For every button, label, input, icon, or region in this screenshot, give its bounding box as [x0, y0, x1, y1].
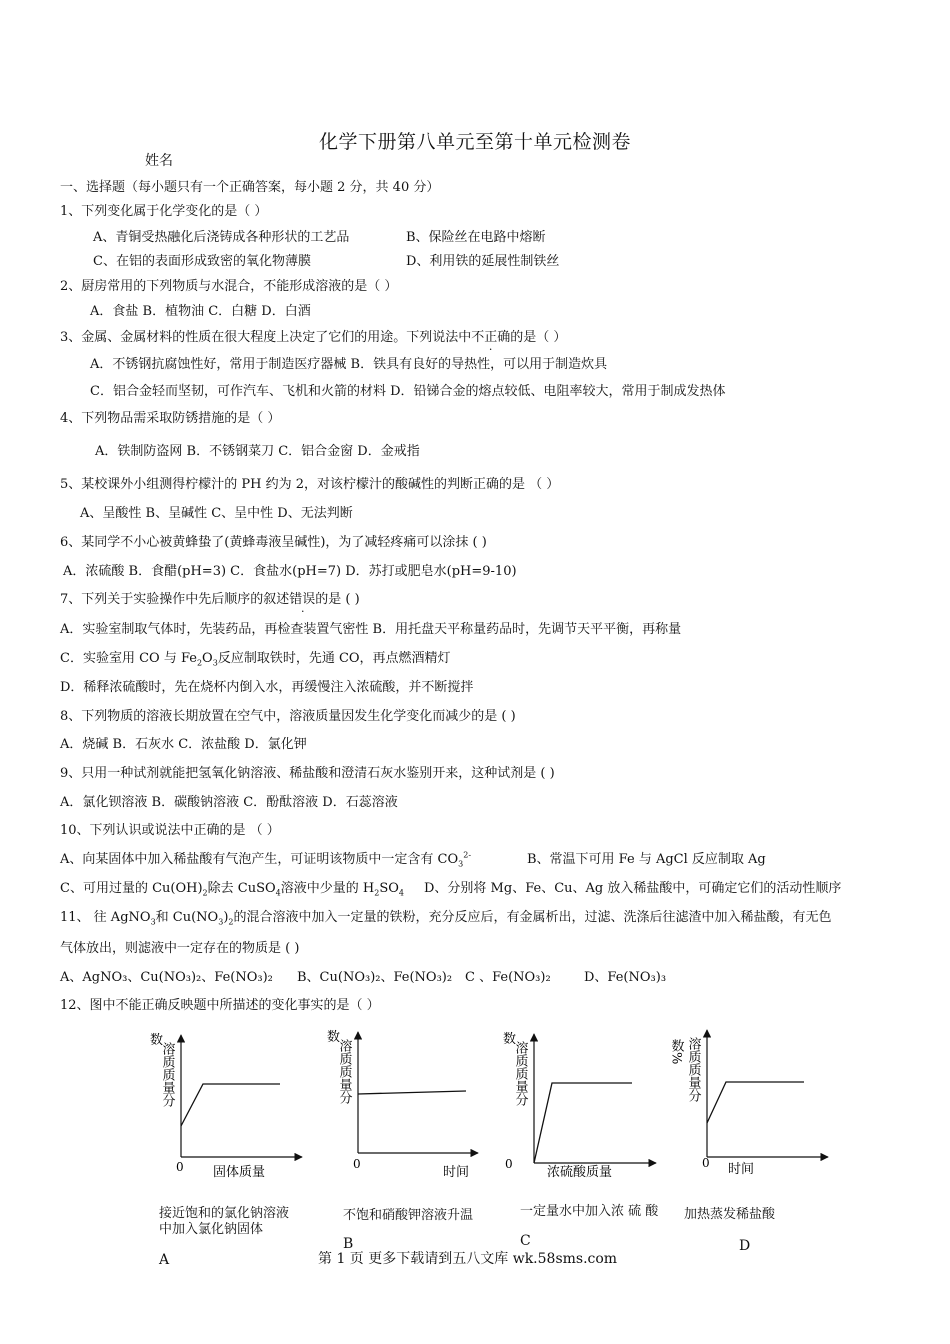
- q3-stem-post: 的是（ ）: [510, 330, 567, 345]
- graph-c-caption: 一定量水中加入浓 硫 酸: [520, 1204, 659, 1219]
- graph-d: [669, 1030, 829, 1177]
- q7-c-sub2: 3: [212, 658, 218, 668]
- q10-c-text1: C、可用过量的 Cu(OH): [60, 881, 203, 896]
- graph-d-ylabel: 溶质质量分: [685, 1037, 701, 1102]
- graph-c-curve: [534, 1083, 632, 1163]
- graph-b-letter: B: [343, 1236, 354, 1252]
- q11-l1-sub1: 3: [150, 917, 156, 927]
- q5-options: A、呈酸性 B、呈碱性 C、呈中性 D、无法判断: [80, 506, 353, 521]
- graph-d-curve: [707, 1082, 804, 1123]
- graph-b-origin: 0: [353, 1157, 361, 1171]
- graph-d-caption: 加热蒸发稀盐酸: [684, 1207, 776, 1222]
- q2-options: A．食盐 B．植物油 C．白糖 D．白酒: [90, 304, 311, 319]
- q6-stem: 6、某同学不小心被黄蜂蛰了(黄蜂毒液呈碱性)，为了减轻疼痛可以涂抹 ( ): [60, 535, 487, 550]
- q10-a-text: A、向某固体中加入稀盐酸有气泡产生，可证明该物质中一定含有 CO: [60, 852, 459, 867]
- q11-option-b: B、Cu(NO₃)₂、Fe(NO₃)₂: [297, 970, 453, 985]
- q1-stem: 1、下列变化属于化学变化的是（ ）: [60, 204, 268, 219]
- graph-c-ylabel: 溶质质量分: [512, 1041, 528, 1106]
- q1-option-a: A、青铜受热融化后浇铸成各种形状的工艺品: [93, 230, 350, 245]
- q2-stem: 2、厨房常用的下列物质与水混合，不能形成溶液的是（ ）: [60, 279, 398, 294]
- q7-c-text2: O: [202, 651, 213, 666]
- q7-options-ab: A．实验室制取气体时，先装药品，再检查装置气密性 B．用托盘天平称量药品时，先调节天平平衡，再称量: [60, 622, 682, 637]
- name-label: 姓名: [145, 153, 173, 169]
- graph-c: [503, 1031, 656, 1180]
- graph-b-ylabel: 溶质质量分: [336, 1039, 352, 1104]
- graph-b-ylabel-side: 数: [327, 1030, 341, 1045]
- q11-l1-text2: 和 Cu(NO: [155, 910, 219, 925]
- q11-option-c: C 、Fe(NO₃)₂: [465, 970, 551, 985]
- q11-l1-text3: ): [223, 910, 229, 925]
- q1-option-c: C、在铝的表面形成致密的氧化物薄膜: [93, 254, 311, 269]
- q10-option-d: D、分别将 Mg、Fe、Cu、Ag 放入稀盐酸中，可确定它们的活动性顺序: [424, 881, 842, 896]
- q7-option-d: D．稀释浓硫酸时，先在烧杯内倒入水，再缓慢注入浓硫酸，并不断搅拌: [60, 680, 474, 695]
- q3-options-cd: C．铝合金轻而坚韧，可作汽车、飞机和火箭的材料 D．铅锑合金的熔点较低、电阻率较大，常用于制成发热体: [90, 384, 726, 399]
- q7-option-c: [60, 651, 451, 667]
- q11-option-a: A、AgNO₃、Cu(NO₃)₂、Fe(NO₃)₂: [60, 970, 273, 985]
- q10-option-c: [60, 881, 404, 897]
- q10-a-sup: 2-: [463, 850, 472, 860]
- q8-stem: 8、下列物质的溶液长期放置在空气中，溶液质量因发生化学变化而减少的是 ( ): [60, 709, 516, 724]
- q7-stem-post: 的是 ( ): [315, 592, 360, 607]
- graph-a-caption-line1: 接近饱和的氯化钠溶液: [159, 1206, 290, 1221]
- q10-a-sub: 3: [458, 859, 464, 869]
- q5-stem: 5、某校课外小组测得柠檬汁的 PH 约为 2，对该柠檬汁的酸碱性的判断正确的是 （ ）: [60, 477, 560, 492]
- q10-c-sub2: 4: [275, 888, 281, 898]
- q11-l1-sub2: 3: [218, 917, 224, 927]
- q7-stem-pre: 7、下列关于实验操作中先后顺序的叙述: [60, 592, 290, 607]
- graph-b: [327, 1029, 478, 1180]
- graph-a-letter: A: [159, 1252, 170, 1268]
- graph-c-ylabel-side: 数: [503, 1032, 517, 1047]
- q10-c-text4: SO: [379, 881, 399, 896]
- q10-stem: 10、下列认识或说法中正确的是 （ ）: [60, 823, 280, 838]
- q8-options: A．烧碱 B．石灰水 C．浓盐酸 D．氯化钾: [60, 737, 307, 752]
- graph-d-ylabel-side: 数%: [668, 1039, 684, 1065]
- q10-option-a: [60, 852, 471, 868]
- q6-options: A．浓硫酸 B．食醋(pH=3) C．食盐水(pH=7) D．苏打或肥皂水(pH=9-10): [63, 564, 517, 579]
- q7-stem-emphasis: 错误: [289, 592, 316, 607]
- q11-stem-line2: 气体放出，则滤液中一定存在的物质是 ( ): [60, 941, 300, 956]
- q3-stem: [60, 330, 566, 346]
- q10-option-b: B、常温下可用 Fe 与 AgCl 反应制取 Ag: [527, 852, 766, 867]
- q12-stem: 12、图中不能正确反映题中所描述的变化事实的是（ ）: [60, 998, 380, 1013]
- graph-a-xlabel: 固体质量: [213, 1165, 266, 1180]
- page-title: 化学下册第八单元至第十单元检测卷: [318, 131, 631, 153]
- graph-b-curve: [358, 1091, 466, 1094]
- graph-c-origin: 0: [505, 1157, 513, 1171]
- q7-c-text3: 反应制取铁时，先通 CO，再点燃酒精灯: [217, 651, 451, 666]
- q10-c-sub1: 2: [202, 888, 208, 898]
- q10-c-text3: 溶液中少量的 H: [280, 881, 375, 896]
- q4-options: A．铁制防盗网 B．不锈钢菜刀 C．铝合金窗 D．金戒指: [95, 444, 420, 459]
- graph-d-origin: 0: [702, 1156, 710, 1170]
- q3-options-ab: A．不锈钢抗腐蚀性好，常用于制造医疗器械 B．铁具有良好的导热性，可以用于制造炊具: [90, 357, 608, 372]
- q7-c-text1: C．实验室用 CO 与 Fe: [60, 651, 197, 666]
- graph-a-origin: 0: [176, 1160, 184, 1174]
- q3-stem-pre: 3、金属、金属材料的性质在很大程度上决定了它们的用途。下列说法中: [60, 330, 472, 345]
- graph-c-xlabel: 浓硫酸质量: [547, 1165, 613, 1180]
- q1-option-b: B、保险丝在电路中熔断: [406, 230, 546, 245]
- q11-l1-text1: 11、 往 AgNO: [60, 910, 151, 925]
- q10-c-sub3: 2: [374, 888, 380, 898]
- graph-d-xlabel: 时间: [728, 1162, 755, 1177]
- graph-d-letter: D: [739, 1238, 751, 1254]
- q7-stem: [60, 592, 360, 608]
- q10-c-text2: 除去 CuSO: [207, 881, 276, 896]
- graph-c-letter: C: [520, 1233, 531, 1249]
- q4-stem: 4、下列物品需采取防锈措施的是（ ）: [60, 411, 281, 426]
- q11-stem-line1: [60, 910, 832, 926]
- graph-b-caption: 不饱和硝酸钾溶液升温: [343, 1208, 474, 1223]
- q11-l1-sub3: 2: [228, 917, 234, 927]
- q10-c-sub4: 4: [398, 888, 404, 898]
- q1-option-d: D、利用铁的延展性制铁丝: [406, 254, 560, 269]
- graph-a-ylabel: 溶质质量分: [159, 1042, 175, 1107]
- graph-b-xlabel: 时间: [443, 1165, 470, 1180]
- q9-options: A．氯化钡溶液 B．碳酸钠溶液 C．酚酞溶液 D．石蕊溶液: [60, 795, 398, 810]
- graph-a-curve: [181, 1084, 280, 1126]
- graph-a-ylabel-side: 数: [150, 1033, 164, 1048]
- graph-a-caption-line2: 中加入氯化钠固体: [159, 1222, 264, 1237]
- graphs-figure: [0, 1020, 950, 1220]
- section-heading: 一、选择题（每小题只有一个正确答案，每小题 2 分，共 40 分）: [60, 180, 440, 195]
- page-footer: 第 1 页 更多下载请到五八文库 wk.58sms.com: [318, 1251, 618, 1267]
- q11-option-d: D、Fe(NO₃)₃: [584, 970, 667, 985]
- q9-stem: 9、只用一种试剂就能把氢氧化钠溶液、稀盐酸和澄清石灰水鉴别开来，这种试剂是 ( ): [60, 766, 555, 781]
- q11-l1-text4: 的混合溶液中加入一定量的铁粉，充分反应后，有金属析出，过滤、洗涤后往滤渣中加入稀盐酸，有无色: [233, 910, 832, 925]
- q3-stem-emphasis: 不正确: [471, 330, 511, 345]
- q7-c-sub1: 2: [196, 658, 203, 668]
- graph-a: [150, 1032, 302, 1180]
